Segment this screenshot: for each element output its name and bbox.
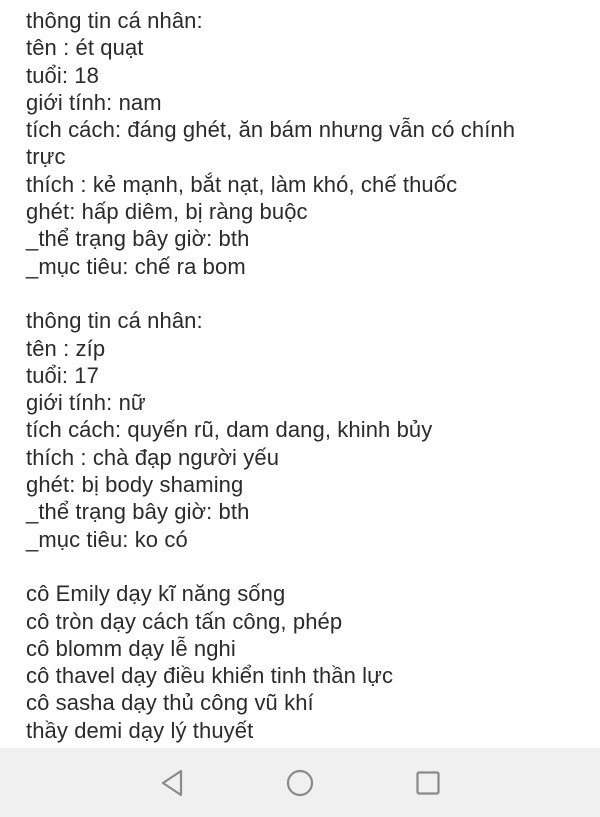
note-line: _mục tiêu: chế ra bom — [26, 253, 246, 279]
recents-square-icon — [415, 770, 441, 796]
note-blank-line — [26, 280, 586, 307]
note-line: _mục tiêu: ko có — [26, 526, 188, 552]
note-line: cô Emily dạy kĩ năng sống — [26, 581, 286, 607]
note-line: tuổi: 17 — [26, 362, 99, 388]
note-line: _thể trạng bây giờ: bth — [26, 226, 250, 252]
note-line: thông tin cá nhân: — [26, 308, 203, 334]
note-line: tên : zíp — [26, 335, 106, 361]
note-line: thích : kẻ mạnh, bắt nạt, làm khó, chế thuốc — [26, 171, 458, 197]
note-line: thầy demi dạy lý thuyết — [26, 717, 254, 743]
note-line: ghét: hấp diêm, bị ràng buộc — [26, 199, 308, 225]
note-line: ghét: bị body shaming — [26, 472, 244, 498]
home-button[interactable] — [236, 748, 364, 817]
note-line: tên : ét quạt — [26, 35, 144, 61]
note-line: cô thavel dạy điều khiển tinh thần lực — [26, 663, 394, 689]
note-line: thích : chà đạp người yếu — [26, 444, 280, 470]
back-triangle-icon — [159, 769, 185, 797]
note-line: cô sasha dạy thủ công vũ khí — [26, 690, 314, 716]
note-line: tích cách: quyến rũ, dam dang, khinh bủy — [26, 417, 433, 443]
note-line: trực — [26, 144, 66, 170]
note-line: tuổi: 18 — [26, 62, 99, 88]
note-line: cô blomm dạy lễ nghi — [26, 635, 236, 661]
back-button[interactable] — [108, 748, 236, 817]
note-line: giới tính: nữ — [26, 390, 146, 416]
home-circle-icon — [285, 768, 315, 798]
note-line: cô tròn dạy cách tấn công, phép — [26, 608, 343, 634]
note-blank-line — [26, 553, 586, 580]
note-lines — [26, 7, 586, 744]
recents-button[interactable] — [364, 748, 492, 817]
note-line: _thể trạng bây giờ: bth — [26, 499, 250, 525]
note-line: thông tin cá nhân: — [26, 8, 203, 33]
note-line: tích cách: đáng ghét, ăn bám nhưng vẫn có chính — [26, 117, 516, 143]
android-navigation-bar — [0, 748, 600, 817]
note-line: giới tính: nam — [26, 89, 162, 115]
